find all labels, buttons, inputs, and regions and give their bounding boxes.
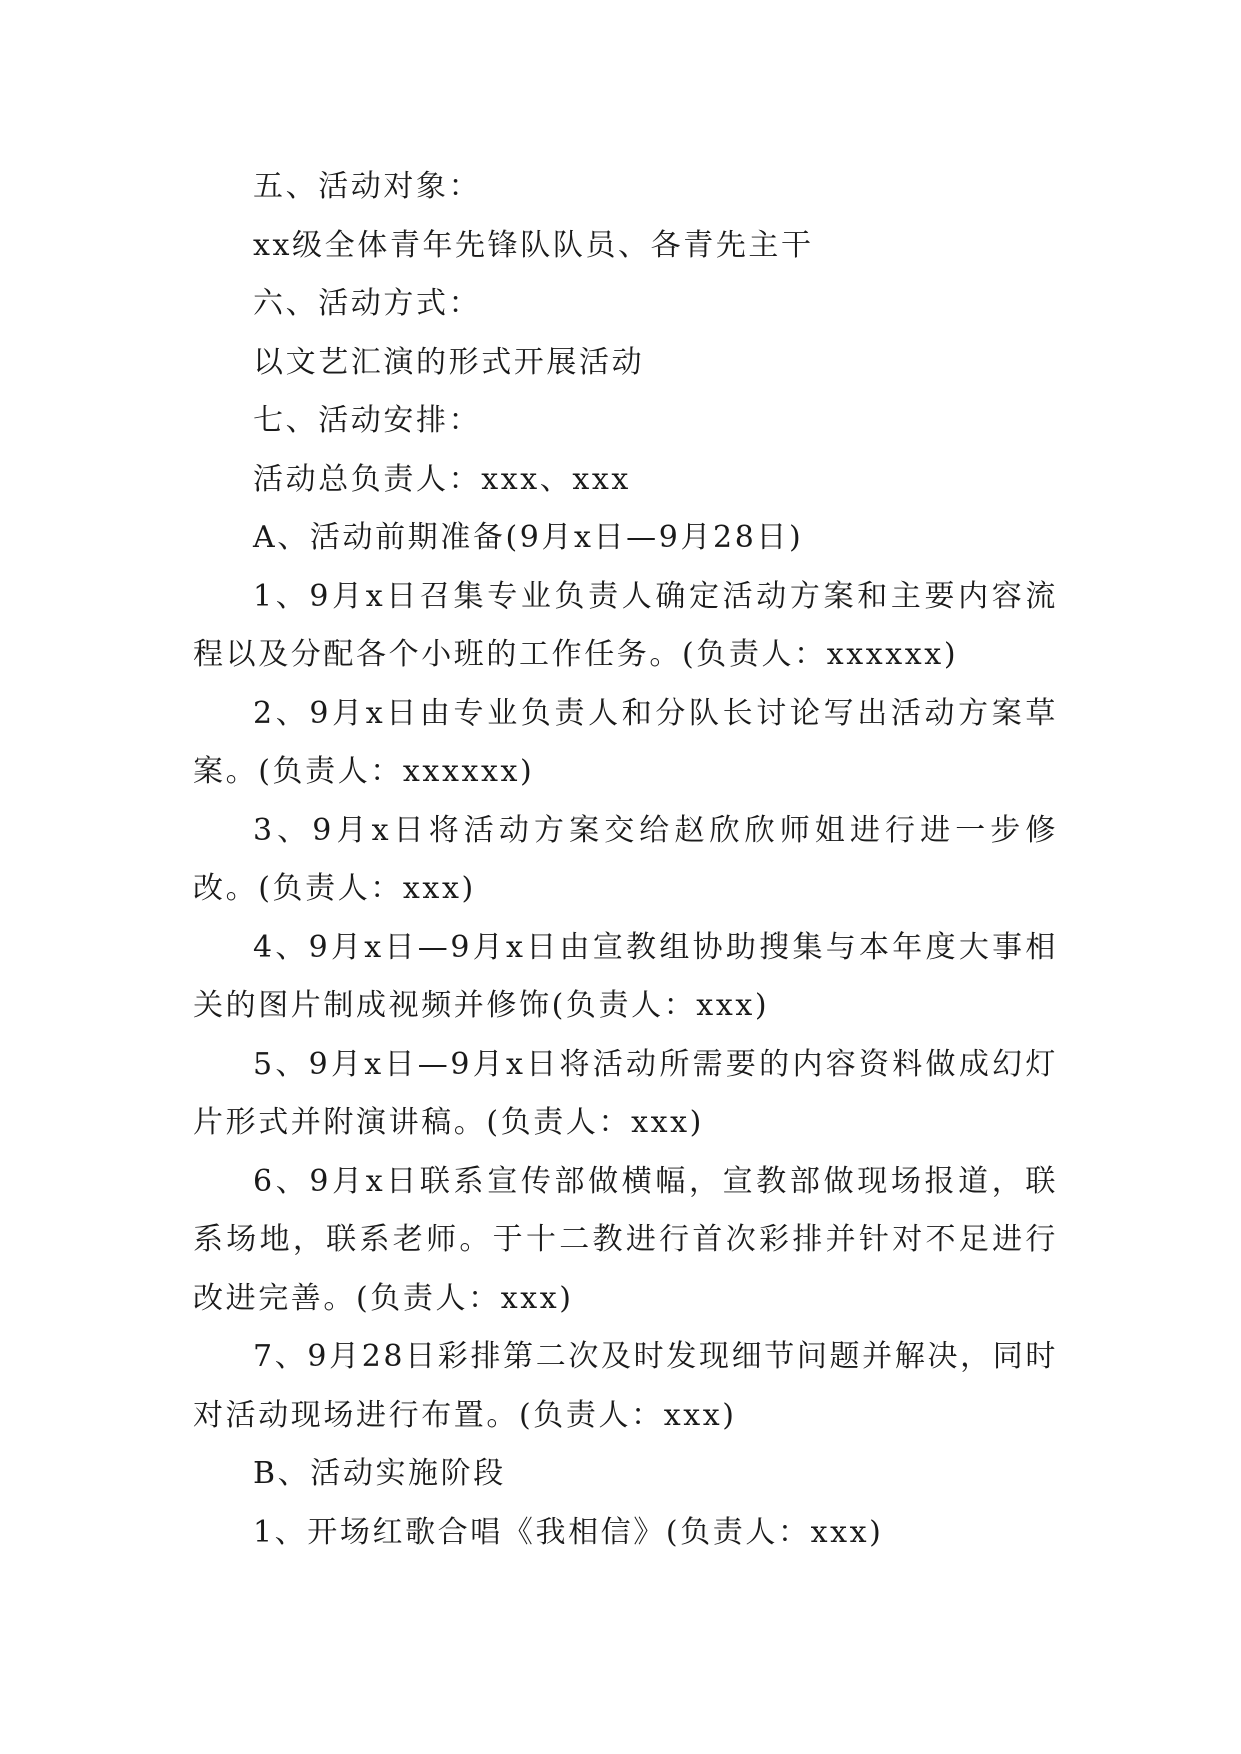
- list-item: 2、9月x日由专业负责人和分队长讨论写出活动方案草案。(负责人：xxxxxx): [193, 695, 1058, 789]
- list-item: 4、9月x日—9月x日由宣教组协助搜集与本年度大事相关的图片制成视频并修饰(负责人：xxx): [193, 929, 1058, 1023]
- subsection-heading-preparation: A、活动前期准备(9月x日—9月28日): [253, 520, 804, 555]
- document-body: [193, 158, 1058, 1562]
- section-heading-target: 五、活动对象：: [253, 169, 482, 204]
- paragraph-method: 以文艺汇演的形式开展活动: [253, 344, 645, 380]
- section-heading-arrangement: 七、活动安排：: [253, 403, 482, 438]
- section-heading-method: 六、活动方式：: [253, 286, 482, 321]
- subsection-heading-implementation: B、活动实施阶段: [253, 1456, 506, 1491]
- paragraph-target-audience: xx级全体青年先锋队队员、各青先主干: [253, 227, 814, 263]
- list-item: 6、9月x日联系宣传部做横幅，宣教部做现场报道，联系场地，联系老师。于十二教进行首次彩排并针对不足进行改进完善。(负责人：xxx): [193, 1163, 1058, 1316]
- list-item: 5、9月x日—9月x日将活动所需要的内容资料做成幻灯片形式并附演讲稿。(负责人：xxx): [193, 1046, 1058, 1140]
- list-item: 1、开场红歌合唱《我相信》(负责人：xxx): [253, 1514, 884, 1550]
- list-item: 1、9月x日召集专业负责人确定活动方案和主要内容流程以及分配各个小班的工作任务。(负责人：xxxxxx): [193, 578, 1058, 672]
- list-item: 3、9月x日将活动方案交给赵欣欣师姐进行进一步修改。(负责人：xxx): [193, 812, 1058, 906]
- list-item: 7、9月28日彩排第二次及时发现细节问题并解决，同时对活动现场进行布置。(负责人：xxx): [193, 1339, 1058, 1433]
- paragraph-overall-lead: 活动总负责人：xxx、xxx: [253, 461, 631, 497]
